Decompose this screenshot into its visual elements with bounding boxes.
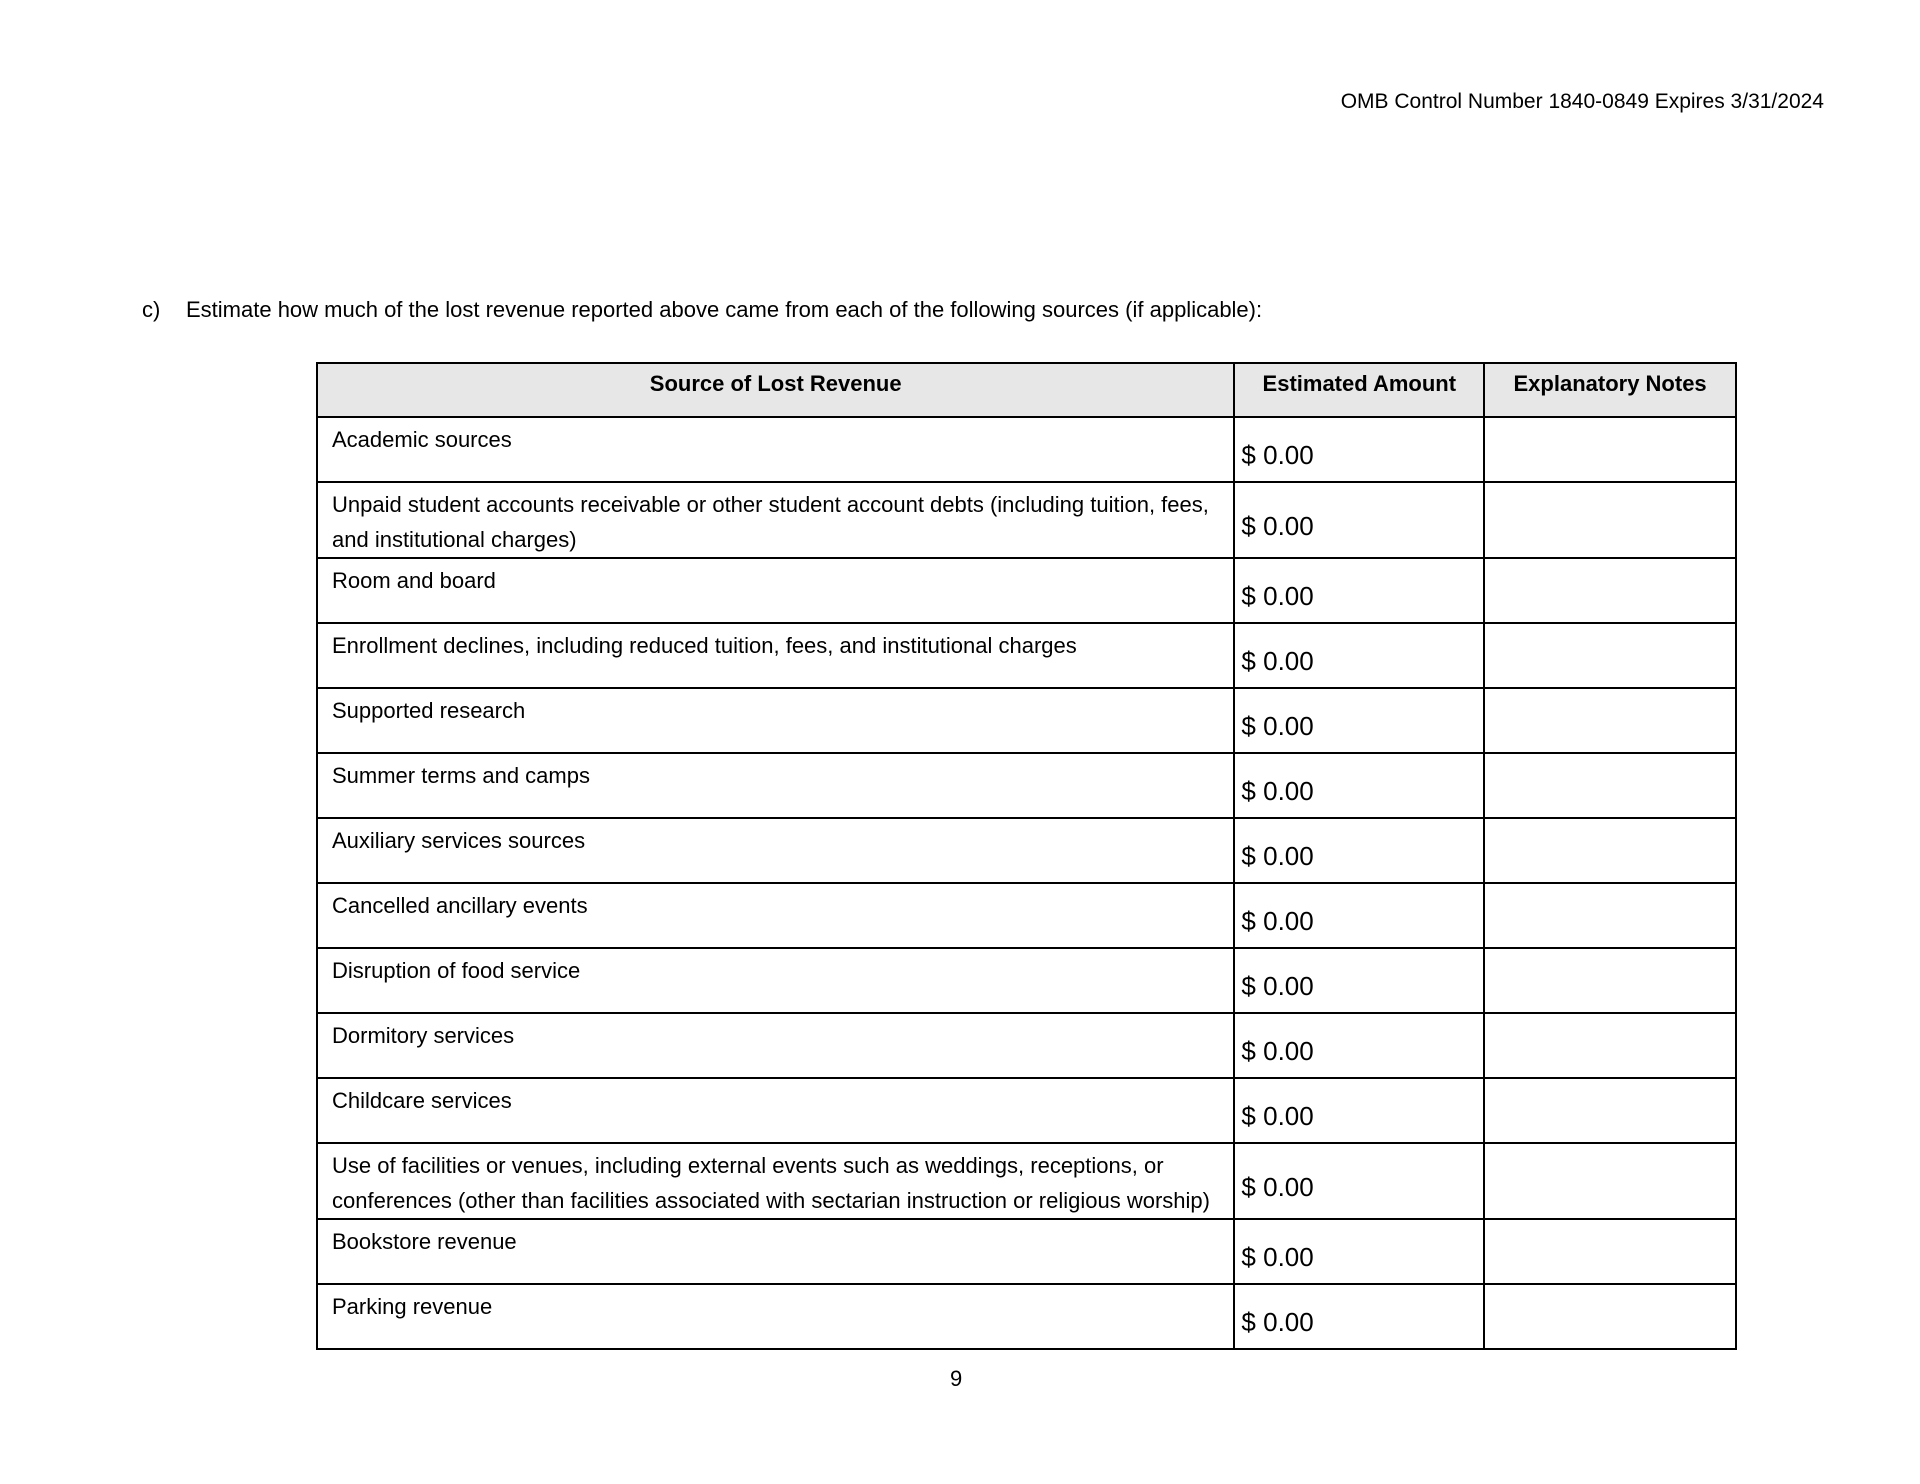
table-row [317,623,1736,688]
question-c [142,297,1263,323]
notes-field[interactable] [1484,417,1736,482]
lost-revenue-table [316,362,1737,1350]
source-cell: Auxiliary services sources [317,818,1234,883]
source-cell: Dormitory services [317,1013,1234,1078]
source-cell: Unpaid student accounts receivable or other student account debts (including tuition, fees, and institutional charges) [317,482,1234,558]
omb-control-number: OMB Control Number 1840-0849 Expires 3/31/2024 [1340,90,1824,113]
amount-field[interactable]: $ 0.00 [1234,417,1484,482]
table-row [317,1284,1736,1349]
source-cell: Use of facilities or venues, including external events such as weddings, receptions, or conferences (other than facilities associated with sectarian instruction or religious worship) [317,1143,1234,1219]
notes-field[interactable] [1484,623,1736,688]
table-row [317,818,1736,883]
amount-field[interactable]: $ 0.00 [1234,482,1484,558]
header-notes: Explanatory Notes [1484,363,1736,417]
notes-field[interactable] [1484,948,1736,1013]
source-cell: Cancelled ancillary events [317,883,1234,948]
question-label: c) [142,297,161,322]
notes-field[interactable] [1484,1013,1736,1078]
notes-field[interactable] [1484,688,1736,753]
amount-field[interactable]: $ 0.00 [1234,558,1484,623]
notes-field[interactable] [1484,1284,1736,1349]
table-row [317,688,1736,753]
header-amount: Estimated Amount [1234,363,1484,417]
table-row [317,417,1736,482]
amount-field[interactable]: $ 0.00 [1234,623,1484,688]
amount-field[interactable]: $ 0.00 [1234,753,1484,818]
table-header-row [317,363,1736,417]
amount-field[interactable]: $ 0.00 [1234,1219,1484,1284]
header-source: Source of Lost Revenue [317,363,1234,417]
notes-field[interactable] [1484,482,1736,558]
table-row [317,482,1736,558]
table-row [317,558,1736,623]
source-cell: Bookstore revenue [317,1219,1234,1284]
source-cell: Parking revenue [317,1284,1234,1349]
source-cell: Enrollment declines, including reduced tuition, fees, and institutional charges [317,623,1234,688]
table-row [317,948,1736,1013]
amount-field[interactable]: $ 0.00 [1234,1143,1484,1219]
amount-field[interactable]: $ 0.00 [1234,818,1484,883]
source-cell: Disruption of food service [317,948,1234,1013]
source-cell: Supported research [317,688,1234,753]
amount-field[interactable]: $ 0.00 [1234,1013,1484,1078]
notes-field[interactable] [1484,558,1736,623]
question-text: Estimate how much of the lost revenue reported above came from each of the following sources (if applicable): [186,297,1263,322]
source-cell: Room and board [317,558,1234,623]
notes-field[interactable] [1484,1078,1736,1143]
table-row [317,883,1736,948]
notes-field[interactable] [1484,753,1736,818]
table-row [317,1143,1736,1219]
source-cell: Summer terms and camps [317,753,1234,818]
source-cell: Academic sources [317,417,1234,482]
notes-field[interactable] [1484,883,1736,948]
notes-field[interactable] [1484,1143,1736,1219]
page-number: 9 [950,1366,963,1391]
table-row [317,1078,1736,1143]
table-row [317,753,1736,818]
table-row [317,1219,1736,1284]
amount-field[interactable]: $ 0.00 [1234,1078,1484,1143]
table-row [317,1013,1736,1078]
amount-field[interactable]: $ 0.00 [1234,1284,1484,1349]
amount-field[interactable]: $ 0.00 [1234,883,1484,948]
amount-field[interactable]: $ 0.00 [1234,688,1484,753]
notes-field[interactable] [1484,818,1736,883]
notes-field[interactable] [1484,1219,1736,1284]
amount-field[interactable]: $ 0.00 [1234,948,1484,1013]
source-cell: Childcare services [317,1078,1234,1143]
